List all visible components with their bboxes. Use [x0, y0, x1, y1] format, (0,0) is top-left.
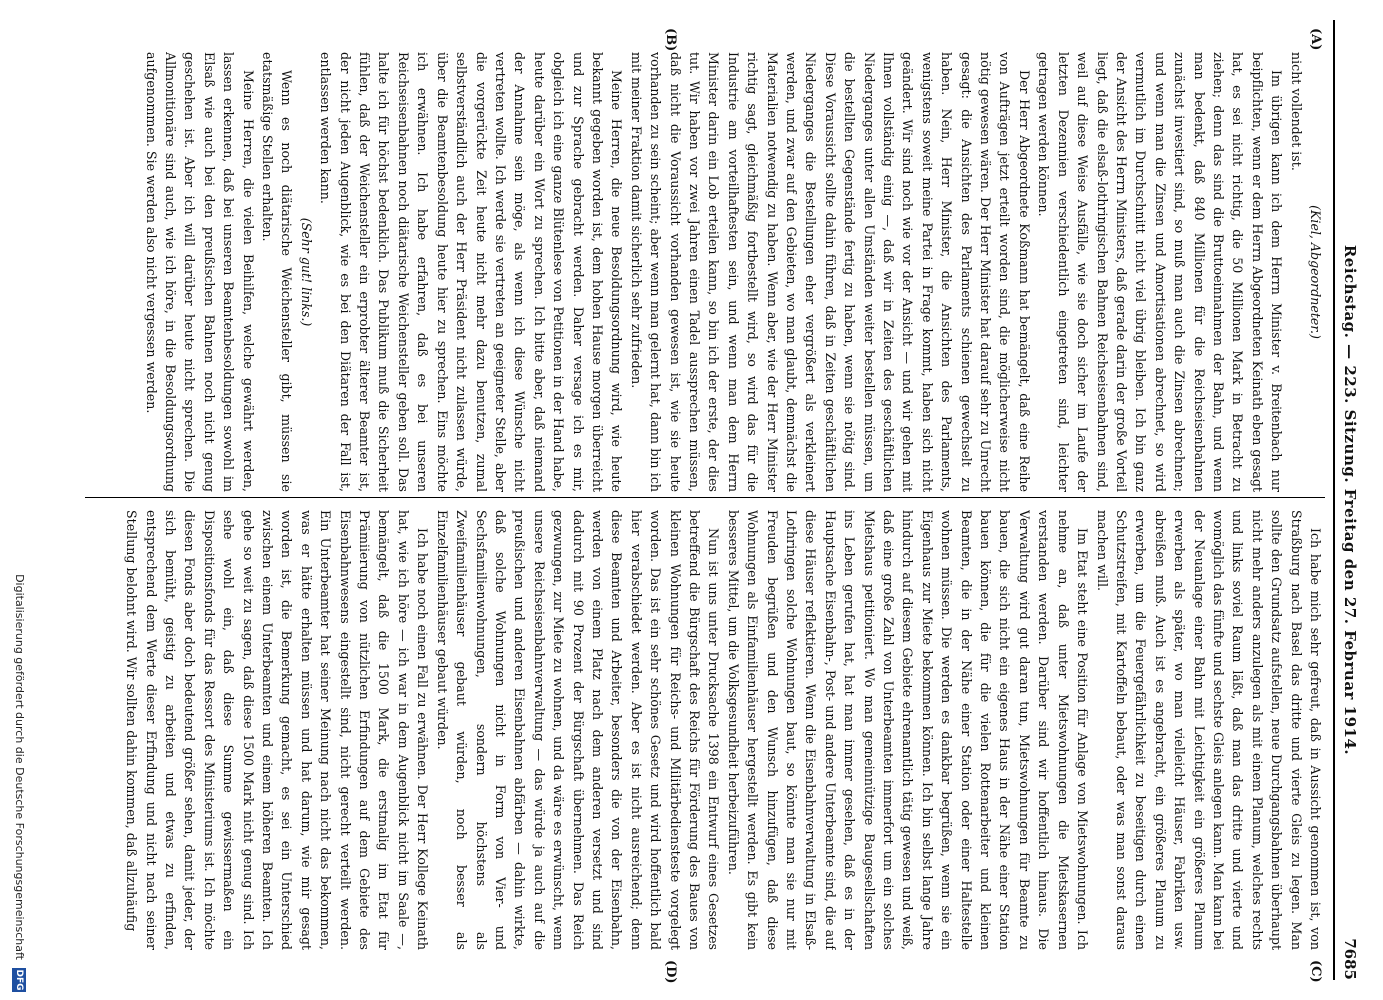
margin-marker-b: (B) [663, 28, 678, 52]
paragraph: Im Etat steht eine Position für Anlage von Mietswohnungen. Ich nehme an, daß unter Mietswohnungen die Mietskasernen verstanden werden. Darüber sind wir hoffentlich hinaus. Die Verwaltung wird gut daran tun, Mietswohnungen für Beamte zu bauen, die sich nicht ein eigenes Haus in der Nähe einer Station bauen können, die für die vielen Rottenarbeiter und kleinen Beamten, die in der Nähe einer Station oder einer Haltestelle wohnen müssen. Die werden es dankbar begrüßen, wenn sie ein Eigenhaus zur Miete bekommen können. Ich bin selbst lange Jahre hindurch auf diesem Gebiete ehrenamtlich tätig gewesen und weiß, daß eine große Zahl von Unterbeamten immerfort um ein solches Mietshaus petitioniert. Wo man gemeinnützige Baugesellschaften ins Leben gerufen hat, hat man immer gesehen, daß es in der Hauptsache Eisenbahn-, Post- und andere Unterbeamte sind, die auf diese Häuser reflektieren. Wenn die Eisenbahnverwaltung in Elsaß-Lothringen solche Wohnungen baut, so könnte man sie nur mit Freuden begrüßen und den Wunsch hinzufügen, daß diese Wohnungen als Einfamilienhäuser hergestellt werden. Es gibt kein besseres Mittel, um die Volksgesundheit herbeizuführen. [725, 510, 1091, 950]
dfg-logo: DFG [14, 969, 24, 991]
column-divider [85, 497, 1325, 498]
margin-marker-a: (A) [1308, 28, 1323, 51]
left-column [95, 52, 1325, 492]
interjection: (Sehr gut! links.) [298, 217, 314, 327]
paragraph: Im übrigen kann ich dem Herrn Minister v. Breitenbach nur beipflichten, wenn er dem Herrn Abgeordneten Keinath eben gesagt hat, es sei nicht richtig, die 50 Millionen Mark in Betracht zu ziehen; denn das sind die Bruttoeinnahmen der Bahn, und wenn man bedenkt, daß 840 Millionen für die Reichseisenbahnen zunächst investiert sind, so muß man auch die Zinsen abrechnen; und wenn man die Zinsen und Amortisationen abrechnet, so wird vermutlich im Durchschnitt nicht viel übrig bleiben. Ich bin ganz der Ansicht des Herrn Ministers, daß gerade darin der große Vorteil liegt, daß die elsaß-lothringischen Bahnen Reichseisenbahnen sind, weil auf diese Weise Ausfälle, wie sie doch sicher im Laufe der letzten Dezennien verschiedentlich eingetreten sind, leichter getragen werden können. [1036, 52, 1285, 492]
right-column [95, 510, 1325, 950]
paragraph: nicht vollendet ist. [1288, 52, 1304, 171]
header-page-number: 7685 [1341, 938, 1359, 980]
header-title: Reichstag. — 223. Sitzung. Freitag den 27. Februar 1914. [1341, 244, 1359, 756]
margin-marker-d: (D) [663, 960, 678, 984]
paragraph: Meine Herren, die neue Besoldungsordnung wird, wie heute bekannt gegeben worden ist, dem hohen Hause morgen überreicht und zur Sprache gebracht werden. Daher versage ich es mir, obgleich ich eine ganze Blütenlese von Petitionen in der Hand habe, heute darüber ein Wort zu sprechen. Ich bitte aber, daß niemand der Annahme sein möge, als wenn ich diese Wünsche nicht vertreten wollte. Ich werde sie vertreten an geeigneter Stelle, aber die vorgerückte Zeit heute nicht mehr dazu benutzen, zumal selbstverständlich auch der Herr Präsident nicht zulassen würde, über die Beamtenbesoldung heute hier zu sprechen. Eins möchte ich erwähnen. Ich habe erfahren, daß es bei unseren Reichseisenbahnen noch diätarische Weichensteller geben soll. Das halte ich für höchst bedenklich. Das Publikum muß die Sicherheit fühlen, daß der Weichensteller ein erprobter älterer Beamter ist, der nicht jeden Augenblick, wie es bei den Diätaren der Fall ist, entlassen werden kann. [318, 52, 625, 492]
credit-text: Digitalisierung gefördert durch die Deutsche Forschungsgemeinschaft [13, 574, 26, 960]
paragraph: Meine Herren, die vielen Beihilfen, welche gewährt werden, lassen erkennen, daß bei unseren Beamtenbesoldungen sowohl im Elsaß wie auch bei den preußischen Bahnen noch nicht genug geschehen ist. Aber ich will darüber heute nicht sprechen. Die Allmonitionäre sind auch, wie ich höre, in die Besoldungsordnung aufgenommen. Sie werden also nicht vergessen werden. [143, 52, 256, 492]
page-header [1333, 20, 1365, 980]
speaker-line: (Kiel, Abgeordneter.) [1308, 205, 1323, 339]
digitization-credit [6, 0, 28, 1000]
paragraph: Nun ist uns unter Drucksache 1398 ein Entwurf eines Gesetzes betreffend die Bürgschaft des Reichs für Förderung des Baues von kleinen Wohnungen für Reichs- und Militärbediensteste vorgelegt worden. Das ist ein sehr schönes Gesetz und wird hoffentlich bald hier verabschiedet werden. Aber es ist nicht ausreichend; denn diese Beamten und Arbeiter, besonders die von der Eisenbahn, werden von einem Platz nach dem anderen versetzt und sind dadurch mit 90 Prozent der Bürgschaft übernehmen. Das Reich gezwungen, zur Miete zu wohnen, und da wäre es erwünscht, wenn unsere Reichseisenbahnverwaltung — das würde ja auch auf die preußischen und anderen Eisenbahnen abfärben — dahin wirkte, daß solche Wohnungen nicht in Form von Vier- und Sechsfamilienwohnungen, sondern höchstens als Zweifamilienhäuser gebaut würden, noch besser als Einzelfamilienhäuser gebaut würden. [434, 510, 722, 950]
margin-marker-c: (C) [1308, 960, 1323, 983]
paragraph: Ich habe mich sehr gefreut, daß in Aussicht genommen ist, von Straßburg nach Basel das dritte und vierte Gleis zu legen. Man sollte den Grundsatz aufstellen, neue Durchgangsbahnen überhaupt nicht mehr anders anzulegen als mit einem Planum, welches rechts und links soviel Raum läßt, daß man das dritte und vierte und womöglich das fünfte und sechste Gleis anlegen kann. Man kann bei der Neuanlage einer Bahn mit Leichtigkeit ein größeres Planum erwerben als später, wo man vielleicht Häuser, Fabriken usw. abreißen muß. Auch ist es angebracht, ein größeres Planum zu erwerben, um die Feuergefährlichkeit zu beseitigen durch einen Schutzstreifen, mit Kartoffeln bebaut, oder was man sonst daraus machen will. [1094, 510, 1323, 950]
paragraph: Der Herr Abgeordnete Koßmann hat bemängelt, daß eine Reihe von Aufträgen jetzt erteilt worden sind, die möglicherweise nicht nötig gewesen wären. Der Herr Minister hat darauf sehr zu Unrecht gesagt: die Ansichten des Parlaments schienen gewechselt zu haben. Nein, Herr Minister, die Ansichten des Parlaments, wenigstens soweit meine Partei in Frage kommt, haben sich nicht geändert. Wir sind noch wie vor der Ansicht — und wir gehen mit Ihnen vollständig einig —, daß wir in Zeiten des geschäftlichen Niederganges unter allen Umständen weiter bestellen müssen, um die bestellten Gegenstände fertig zu haben, wenn sie nötig sind. Diese Voraussicht sollte dahin führen, daß in Zeiten geschäftlichen Niederganges die Bestellungen eher vergrößert als verkleinert werden, und zwar auf den Gebieten, wo man glaubt, demnächst die Materialien notwendig zu haben. Wenn aber, wie der Herr Minister richtig sagt, gleichmäßig fortbestellt wird, so wird das für die Industrie am vorteilhaftesten sein, und wenn man dem Herrn Minister darin ein Lob erteilen kann, so bin ich der erste, der dies tut. Wir haben vor zwei Jahren einen Tadel aussprechen müssen, daß nicht die Voraussicht vorhanden gewesen ist, wie sie heute vorhanden zu sein scheint; aber wenn man gelernt hat, dann bin ich mit meiner Fraktion damit sicherlich sehr zufrieden. [628, 52, 1032, 492]
paragraph: Wenn es noch diätarische Weichensteller gibt, müssen sie etatsmäßige Stellen erhalten. [260, 52, 295, 492]
paragraph: Ich habe noch einen Fall zu erwähnen. Der Herr Kollege Keinath hat, wie ich höre — ich war in dem Augenblick nicht im Saale —, bemängelt, daß die 1500 Mark, die erstmalig im Etat für Prämiierung von nützlichen Erfindungen auf dem Gebiete des Eisenbahnwesens eingestellt sind, nicht gerecht verteilt werden. Ein Unterbeamter hat seiner Meinung nach nicht das bekommen, was er hätte erhalten müssen und hat darum, wie mir gesagt worden ist, die Bemerkung gemacht, es sei ein Unterschied zwischen einem Unterbeamten und einem höheren Beamten. Ich gehe so weit zu sagen, daß diese 1500 Mark nicht genug sind. Ich sehe wohl ein, daß diese Summe gewissermaßen ein Dispositionsfonds für das Ressort des Ministeriums ist. Ich möchte diesen Fonds aber doch bedeutend größer sehen, damit jeder, der sich bemüht, geistig zu arbeiten und etwas zu erfinden, entsprechend dem Werte dieser Erfindung und nicht nach seiner Stellung belohnt wird. Wir sollten dahin kommen, daß allzuhäufig [124, 510, 431, 950]
